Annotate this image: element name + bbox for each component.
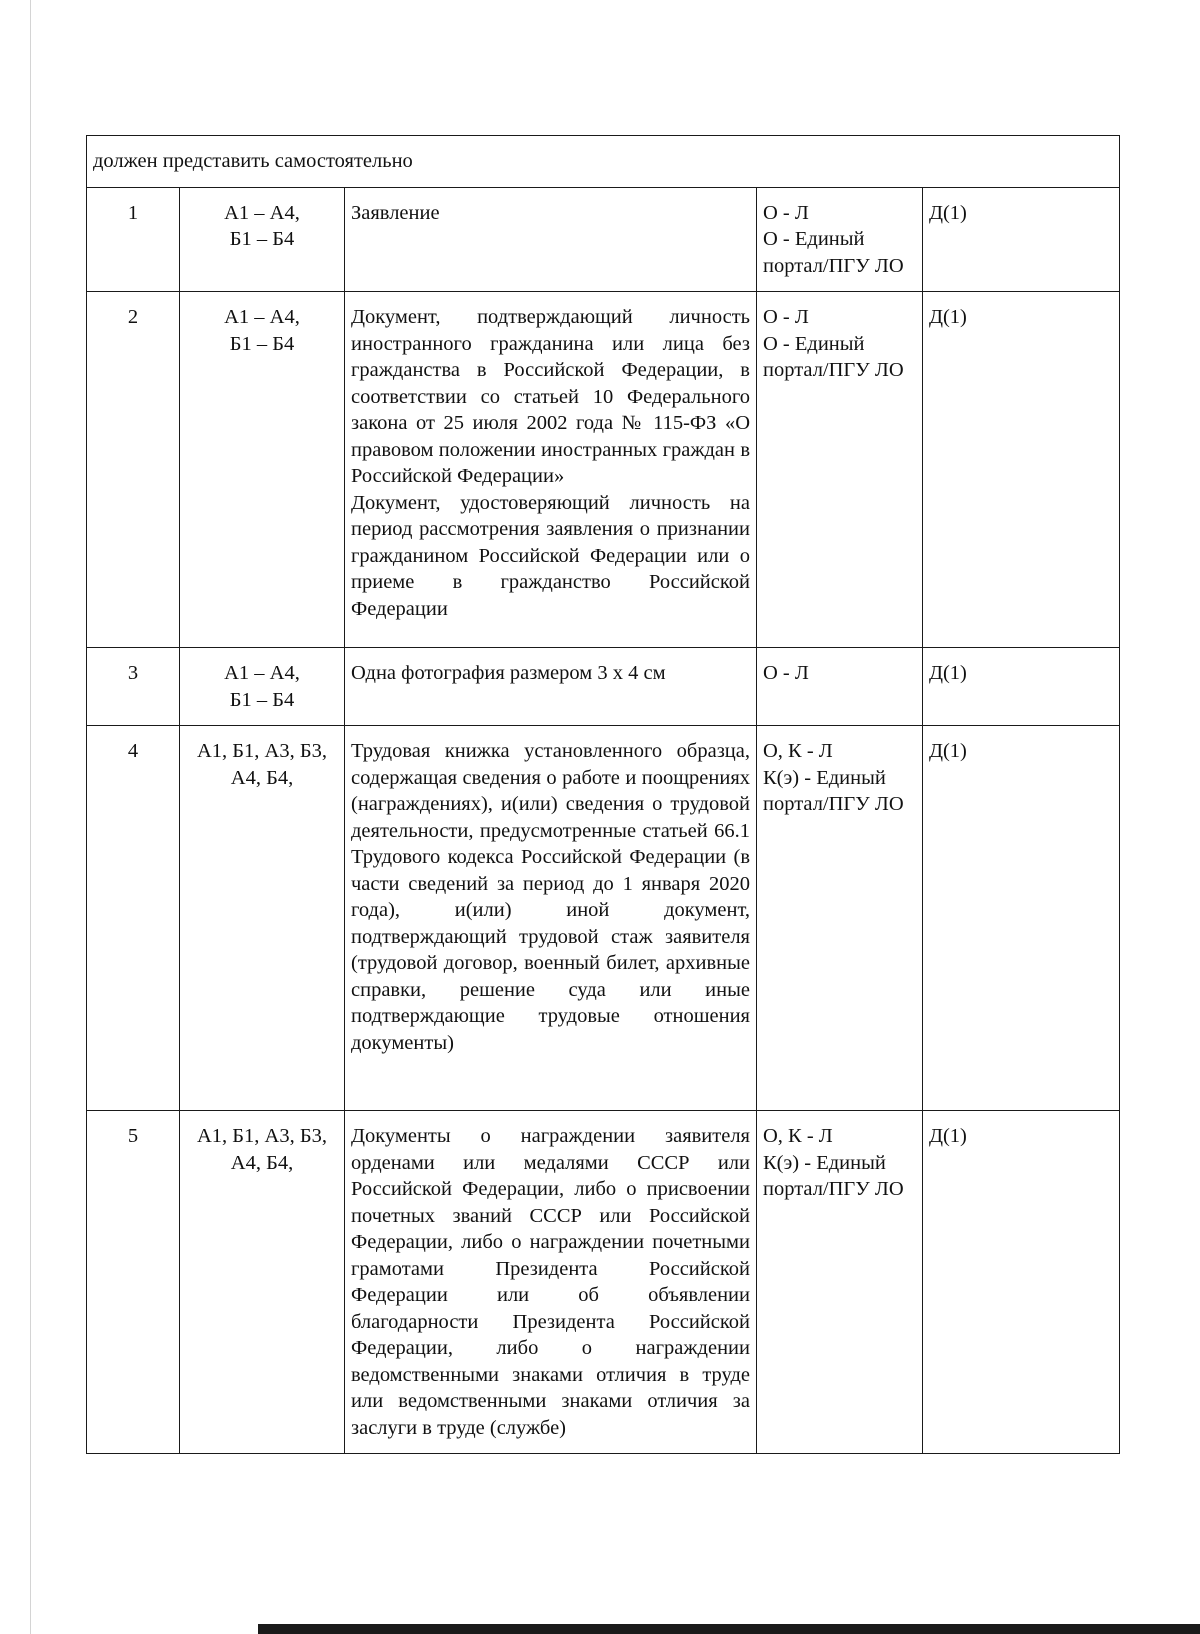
document-code: Д(1) (923, 1111, 1120, 1454)
document-description (345, 1111, 757, 1454)
submission-form (757, 726, 923, 1111)
category-line: А1 – А4, (224, 306, 300, 328)
form-line: О - Единый портал/ПГУ ЛО (763, 332, 904, 381)
category-line: Б1 – Б4 (229, 332, 295, 355)
table-row (87, 726, 1120, 1111)
description-paragraph: Трудовая книжка установленного образца, содержащая сведения о работе и поощрениях (награждениях), и(или) сведения о трудовой деятельности, предусмотренные статьей 66.1 Трудового кодекса Российской Федерации (в части сведений за период до 1 января 2020 года), и(или) иной документ, подтверждающий трудовой стаж заявителя (трудовой договор, военный билет, архивные справки, решение суда или иные подтверждающие трудовые отношения документы) (351, 740, 750, 1054)
category-line: Б1 – Б4 (229, 228, 295, 250)
category-line: А1 – А4, (224, 662, 300, 684)
applicant-categories (180, 1111, 345, 1454)
category-line: А1 – А4, (224, 201, 300, 224)
submission-form (757, 187, 923, 292)
form-line: О - Единый портал/ПГУ ЛО (763, 228, 904, 277)
row-number: 2 (87, 292, 180, 648)
row-number: 1 (87, 187, 180, 292)
category-line: А1, Б1, А3, Б3, (196, 740, 328, 762)
document-code: Д(1) (923, 187, 1120, 292)
description-paragraph: Документ, удостоверяющий личность на период рассмотрения заявления о признании гражданином Российской Федерации или о приеме в гражданство Российской Федерации (351, 491, 750, 620)
description-paragraph: Документы о награждении заявителя орденами или медалями СССР или Российской Федерации, либо о присвоении почетных званий СССР или Российской Федерации, либо о награждении почетными грамотами Президента Российской Федерации или об объявлении благодарности Президента Российской Федерации, либо о награждении ведомственными знаками отличия в труде или ведомственными знаками отличия за заслуги в труде (службе) (351, 1125, 750, 1439)
document-code: Д(1) (923, 648, 1120, 726)
form-line: К(э) - Единый портал/ПГУ ЛО (763, 1151, 904, 1200)
row-number: 4 (87, 726, 180, 1111)
form-line: О, К - Л (763, 740, 833, 762)
row-number: 3 (87, 648, 180, 726)
document-description (345, 726, 757, 1111)
table-row (87, 292, 1120, 648)
form-line: О - Л (763, 306, 809, 328)
document-code: Д(1) (923, 726, 1120, 1111)
submission-form (757, 1111, 923, 1454)
documents-table (86, 135, 1120, 1454)
applicant-categories (180, 726, 345, 1111)
description-paragraph: Одна фотография размером 3 х 4 см (351, 662, 666, 684)
form-line: О, К - Л (763, 1125, 833, 1147)
page-edge (30, 0, 31, 1634)
table-header-row (87, 136, 1120, 188)
header-text: должен представить самостоятельно (87, 136, 1120, 188)
applicant-categories (180, 648, 345, 726)
description-paragraph: Документ, подтверждающий личность иностранного гражданина или лица без гражданства в Российской Федерации, в соответствии со статьей 10 Федерального закона от 25 июля 2002 года № 115-ФЗ «О правовом положении иностранных граждан в Российской Федерации» (351, 306, 750, 487)
category-line: А1, Б1, А3, Б3, (196, 1125, 328, 1147)
category-line: А4, Б4, (230, 1151, 294, 1174)
document-description (345, 187, 757, 292)
form-line: О - Л (763, 201, 809, 224)
document-description (345, 292, 757, 648)
applicant-categories (180, 187, 345, 292)
description-paragraph: Заявление (351, 201, 440, 224)
table-row (87, 1111, 1120, 1454)
table-body (87, 187, 1120, 1454)
category-line: А4, Б4, (230, 766, 294, 789)
form-line: О - Л (763, 662, 809, 684)
submission-form (757, 292, 923, 648)
table-row (87, 187, 1120, 292)
form-line: К(э) - Единый портал/ПГУ ЛО (763, 766, 904, 815)
category-line: Б1 – Б4 (229, 688, 295, 711)
document-description (345, 648, 757, 726)
table-row (87, 648, 1120, 726)
submission-form (757, 648, 923, 726)
row-number: 5 (87, 1111, 180, 1454)
scan-border (258, 1624, 1200, 1634)
document-code: Д(1) (923, 292, 1120, 648)
applicant-categories (180, 292, 345, 648)
